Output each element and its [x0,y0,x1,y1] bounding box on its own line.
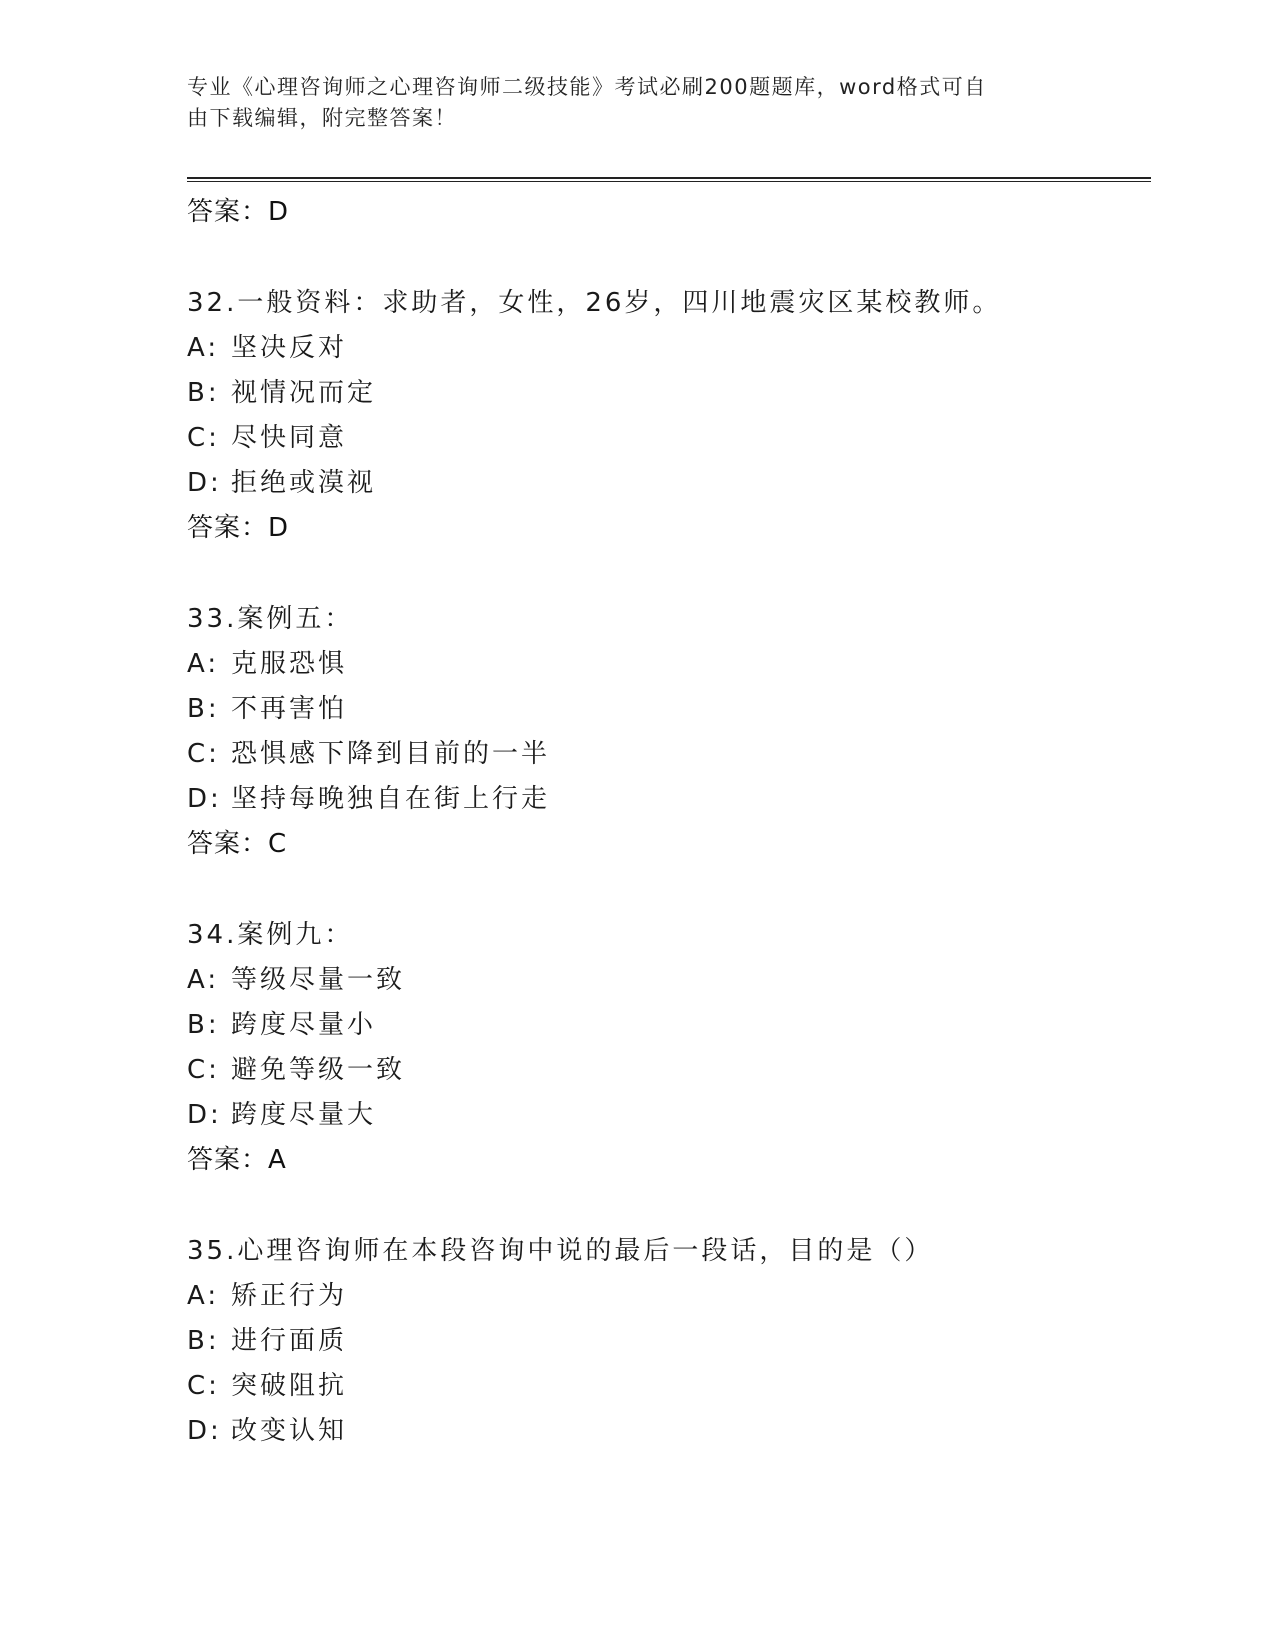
document-header [187,72,1067,134]
option-text: 尽快同意 [231,423,348,453]
option-text: 跨度尽量大 [231,1100,377,1130]
question-stem: 32.一般资料：求助者，女性，26岁，四川地震灾区某校教师。 [187,288,1002,318]
answer-value: A [268,1145,287,1175]
option-text: 避免等级一致 [231,1055,406,1085]
question-block [187,1229,1147,1454]
option-key: C: [187,1055,220,1085]
answer-label: 答案： [187,513,269,543]
option-text: 改变认知 [231,1416,348,1446]
header-divider-thin [187,181,1151,182]
answer-line [187,506,1147,551]
option-key: B: [187,378,220,408]
option-b [187,1319,1147,1364]
option-a [187,642,1147,687]
option-key: D: [187,1100,222,1130]
option-text: 进行面质 [231,1326,348,1356]
option-key: B: [187,1010,220,1040]
header-divider-thick [187,177,1151,179]
option-key: A: [187,333,220,363]
option-key: D: [187,468,222,498]
option-key: C: [187,423,220,453]
option-key: A: [187,965,220,995]
spacer [187,1183,1147,1229]
option-key: A: [187,649,220,679]
spacer [187,235,1147,281]
answer-label: 答案： [187,829,269,859]
answer-value: C [268,829,288,859]
option-text: 不再害怕 [231,694,348,724]
option-d [187,461,1147,506]
option-text: 突破阻抗 [231,1371,348,1401]
question-stem: 35.心理咨询师在本段咨询中说的最后一段话，目的是（） [187,1236,934,1266]
answer-value: D [268,513,290,543]
option-b [187,1003,1147,1048]
option-c [187,1364,1147,1409]
answer-label: 答案： [187,197,269,227]
option-key: B: [187,694,220,724]
option-a [187,1274,1147,1319]
option-text: 等级尽量一致 [231,965,406,995]
spacer [187,867,1147,913]
answer-label: 答案： [187,1145,269,1175]
answer-line [187,1138,1147,1183]
option-key: D: [187,784,222,814]
question-block [187,597,1147,867]
option-b [187,371,1147,416]
option-text: 拒绝或漠视 [231,468,377,498]
option-d [187,1093,1147,1138]
option-c [187,732,1147,777]
option-c [187,416,1147,461]
option-text: 恐惧感下降到目前的一半 [231,739,551,769]
answer-value: D [268,197,290,227]
option-c [187,1048,1147,1093]
option-d [187,1409,1147,1454]
spacer [187,551,1147,597]
option-text: 视情况而定 [231,378,377,408]
question-block [187,281,1147,551]
question-stem: 33.案例五： [187,604,354,634]
option-key: D: [187,1416,222,1446]
option-key: C: [187,1371,220,1401]
answer-line [187,190,1147,235]
option-text: 跨度尽量小 [231,1010,377,1040]
option-a [187,326,1147,371]
question-list [187,190,1147,1454]
option-text: 坚决反对 [231,333,348,363]
option-text: 克服恐惧 [231,649,348,679]
question-stem: 34.案例九： [187,920,354,950]
option-b [187,687,1147,732]
option-key: B: [187,1326,220,1356]
option-text: 坚持每晚独自在街上行走 [231,784,551,814]
question-block [187,913,1147,1183]
header-line-2: 由下载编辑，附完整答案！ [187,106,457,130]
option-key: A: [187,1281,220,1311]
header-line-1: 专业《心理咨询师之心理咨询师二级技能》考试必刷200题题库，word格式可自 [187,75,987,99]
option-a [187,958,1147,1003]
option-d [187,777,1147,822]
option-key: C: [187,739,220,769]
option-text: 矫正行为 [231,1281,348,1311]
answer-line [187,822,1147,867]
